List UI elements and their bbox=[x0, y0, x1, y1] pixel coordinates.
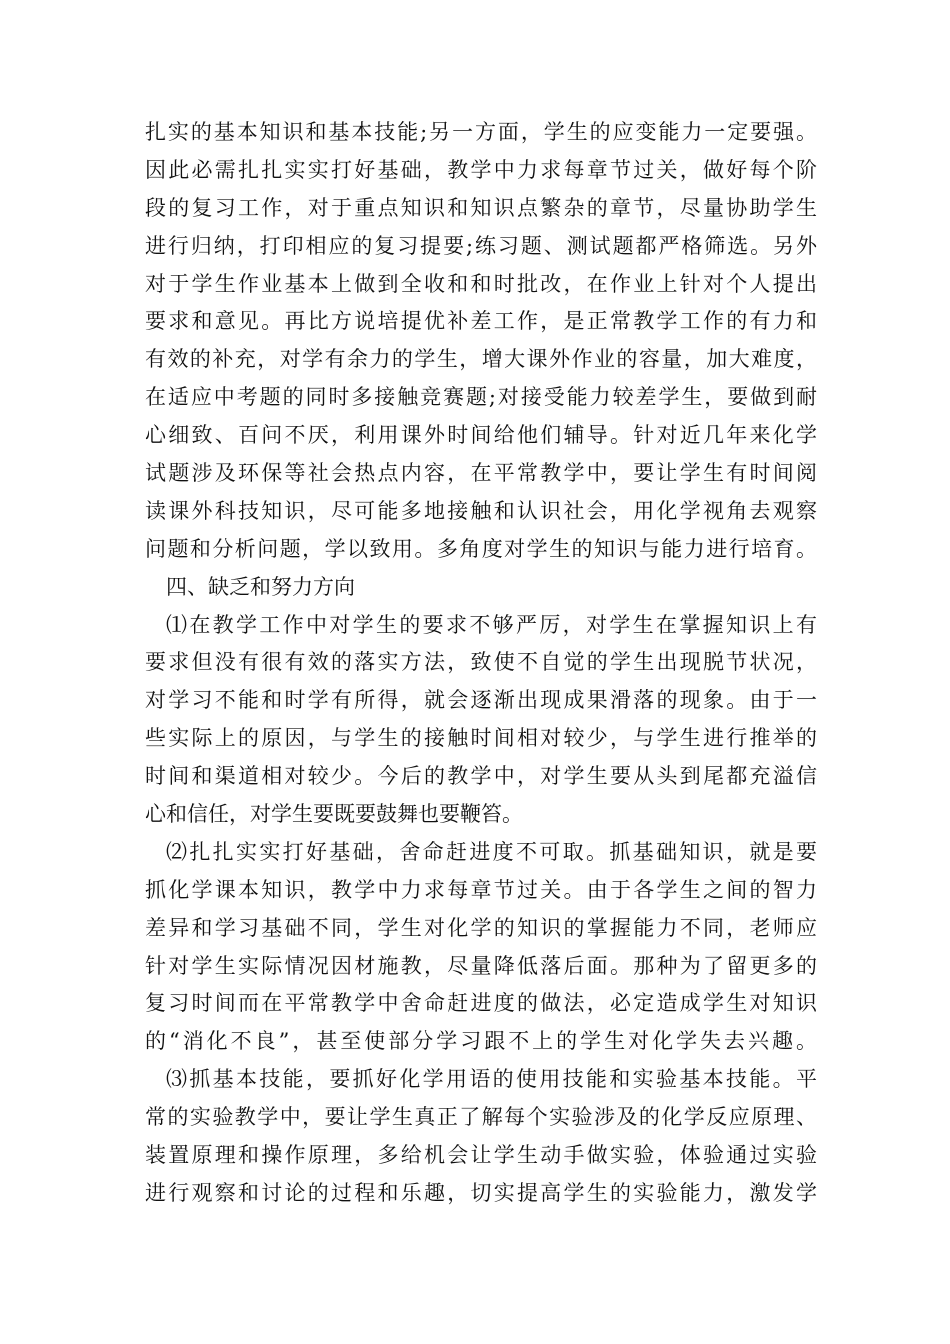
text-line: ⑵扎扎实实打好基础，舍命赶进度不可取。抓基础知识，就是要 bbox=[166, 839, 817, 864]
text-line: 有效的补充，对学有余力的学生，增大课外作业的容量，加大难度， bbox=[145, 347, 817, 372]
text-line: 针对学生实际情况因材施教，尽量降低落后面。那种为了留更多的 bbox=[145, 953, 817, 978]
text-line: 扎实的基本知识和基本技能;另一方面，学生的应变能力一定要强。 bbox=[145, 120, 817, 144]
text-line: 对于学生作业基本上做到全收和和时批改，在作业上针对个人提出 bbox=[145, 271, 817, 296]
text-line: 读课外科技知识，尽可能多地接触和认识社会，用化学视角去观察 bbox=[145, 498, 817, 523]
text-line: 抓化学课本知识，教学中力求每章节过关。由于各学生之间的智力 bbox=[145, 877, 817, 902]
section-heading: 四、缺乏和努力方向 bbox=[166, 574, 355, 599]
text-line: 在适应中考题的同时多接触竞赛题;对接受能力较差学生，要做到耐 bbox=[145, 385, 817, 410]
text-line: 问题和分析问题，学以致用。多角度对学生的知识与能力进行培育。 bbox=[145, 536, 817, 561]
text-line: 因此必需扎扎实实打好基础，教学中力求每章节过关，做好每个阶 bbox=[145, 157, 817, 182]
text-line: ⑶抓基本技能，要抓好化学用语的使用技能和实验基本技能。平 bbox=[166, 1067, 817, 1092]
text-line: 心细致、百问不厌，利用课外时间给他们辅导。针对近几年来化学 bbox=[145, 423, 817, 448]
text-line: 进行归纳，打印相应的复习提要;练习题、测试题都严格筛选。另外 bbox=[145, 233, 817, 258]
text-line: 时间和渠道相对较少。今后的教学中，对学生要从头到尾都充溢信 bbox=[145, 764, 817, 789]
text-line: 的“消化不良”，甚至使部分学习跟不上的学生对化学失去兴趣。 bbox=[145, 1029, 817, 1054]
text-line: ⑴在教学工作中对学生的要求不够严厉，对学生在掌握知识上有 bbox=[166, 612, 817, 637]
text-line: 要求但没有很有效的落实方法，致使不自觉的学生出现脱节状况， bbox=[145, 650, 817, 675]
text-line: 装置原理和操作原理，多给机会让学生动手做实验，体验通过实验 bbox=[145, 1143, 817, 1168]
text-line: 要求和意见。再比方说培提优补差工作，是正常教学工作的有力和 bbox=[145, 309, 817, 334]
text-line: 进行观察和讨论的过程和乐趣，切实提高学生的实验能力，激发学 bbox=[145, 1180, 817, 1205]
text-line: 心和信任，对学生要既要鼓舞也要鞭笞。 bbox=[145, 802, 523, 827]
text-line: 对学习不能和时学有所得，就会逐渐出现成果滑落的现象。由于一 bbox=[145, 688, 817, 713]
text-line: 复习时间而在平常教学中舍命赶进度的做法，必定造成学生对知识 bbox=[145, 991, 817, 1016]
text-line: 些实际上的原因，与学生的接触时间相对较少，与学生进行推举的 bbox=[145, 726, 817, 751]
text-line: 常的实验教学中，要让学生真正了解每个实验涉及的化学反应原理、 bbox=[145, 1105, 817, 1130]
text-line: 试题涉及环保等社会热点内容，在平常教学中，要让学生有时间阅 bbox=[145, 461, 817, 486]
text-line: 段的复习工作，对于重点知识和知识点繁杂的章节，尽量协助学生 bbox=[145, 195, 817, 220]
body-text bbox=[145, 114, 817, 1213]
text-line: 差异和学习基础不同，学生对化学的知识的掌握能力不同，老师应 bbox=[145, 915, 817, 940]
